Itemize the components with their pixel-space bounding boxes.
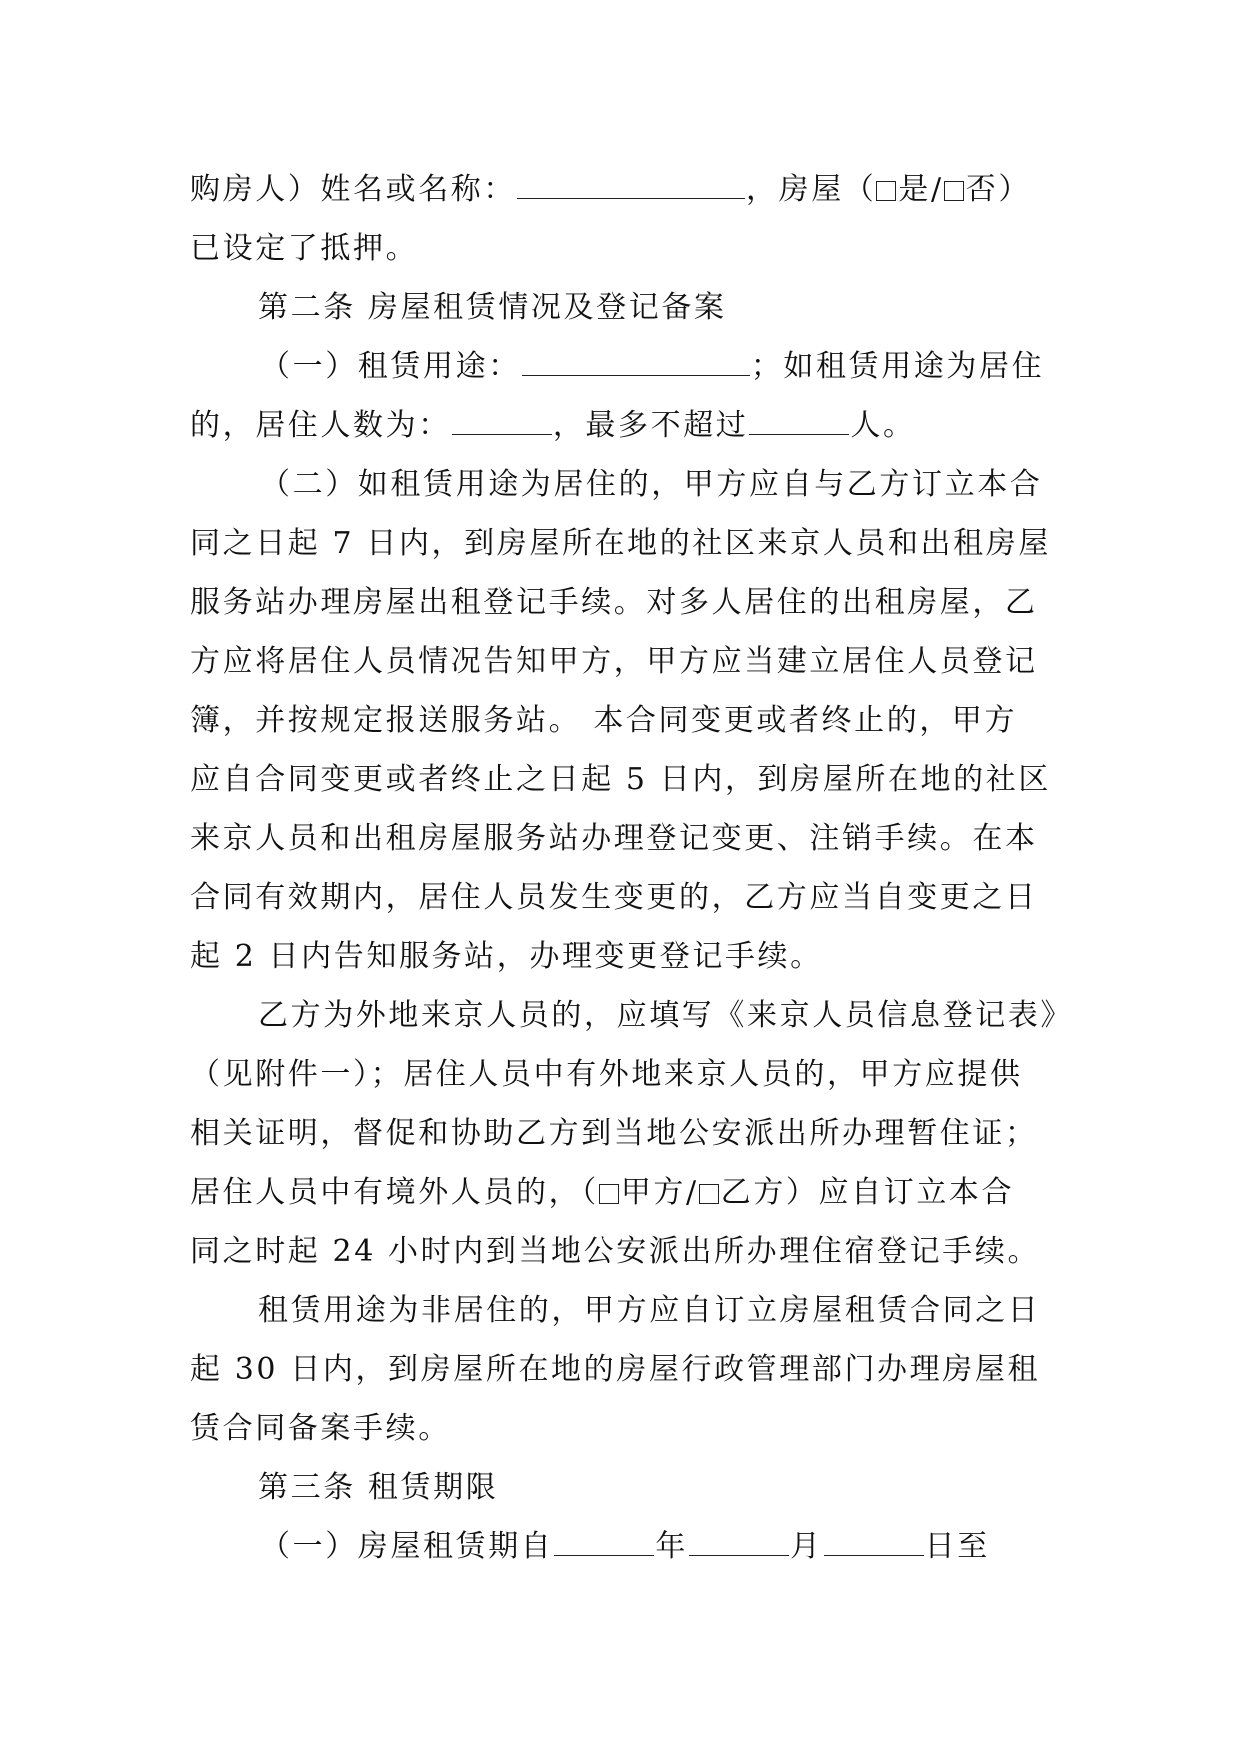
text-line: 相关证明，督促和协助乙方到当地公安派出所办理暂住证；	[190, 1116, 1038, 1151]
text-line: 服务站办理房屋出租登记手续。对多人居住的出租房屋，乙	[190, 585, 1038, 620]
text-line: 来京人员和出租房屋服务站办理登记变更、注销手续。在本	[190, 821, 1038, 856]
blank-field-start-month	[689, 1524, 789, 1557]
text-segment: （一）房屋租赁期自	[260, 1529, 554, 1564]
text-line: 方应将居住人员情况告知甲方，甲方应当建立居住人员登记	[190, 644, 1038, 679]
text-line	[190, 160, 1060, 219]
text-line	[190, 1163, 1060, 1222]
text-segment: 甲方/	[620, 1175, 699, 1210]
text-segment: 购房人）姓名或名称：	[190, 172, 516, 207]
text-line: 同之日起 7 日内，到房屋所在地的社区来京人员和出租房屋	[190, 526, 1051, 561]
text-line: 乙方为外地来京人员的，应填写《来京人员信息登记表》	[258, 998, 1073, 1033]
checkbox-party-a-icon	[599, 1184, 619, 1204]
text-segment: ；如租赁用途为居住	[750, 349, 1045, 384]
blank-field-lease-purpose	[522, 344, 750, 377]
text-line: （见附件一）；居住人员中有外地来京人员的，甲方应提供	[190, 1057, 1023, 1092]
blank-field-max-residents	[749, 403, 849, 436]
text-line: 合同有效期内，居住人员发生变更的，乙方应当自变更之日	[190, 880, 1038, 915]
section-heading: 第二条 房屋租赁情况及登记备案	[258, 290, 727, 325]
text-line: 簿，并按规定报送服务站。 本合同变更或者终止的，甲方	[190, 703, 1018, 738]
checkbox-yes-icon	[876, 181, 896, 201]
text-segment: 居住人员中有境外人员的，（	[190, 1175, 599, 1210]
text-segment: （一）租赁用途：	[260, 349, 521, 384]
section-heading: 第三条 租赁期限	[258, 1470, 499, 1505]
text-segment: 月	[790, 1529, 823, 1564]
text-segment: ，最多不超过	[552, 408, 749, 443]
text-segment: 的，居住人数为：	[190, 408, 451, 443]
text-segment: 人。	[850, 408, 916, 443]
text-line: 应自合同变更或者终止之日起 5 日内，到房屋所在地的社区	[190, 762, 1051, 797]
blank-field-start-day	[824, 1524, 924, 1557]
text-line: 起 2 日内告知服务站，办理变更登记手续。	[190, 939, 823, 974]
text-line: （二）如租赁用途为居住的，甲方应自与乙方订立本合	[260, 467, 1043, 502]
text-line	[190, 1517, 1060, 1576]
text-line: 起 30 日内，到房屋所在地的房屋行政管理部门办理房屋租	[190, 1352, 1041, 1387]
checkbox-party-b-icon	[699, 1184, 719, 1204]
text-line: 同之时起 24 小时内到当地公安派出所办理住宿登记手续。	[190, 1234, 1041, 1269]
text-line	[190, 337, 1060, 396]
text-line	[190, 396, 1060, 455]
blank-field-buyer-name	[517, 167, 745, 200]
document-body	[190, 160, 1073, 1576]
text-segment: 是/	[898, 172, 944, 207]
text-segment: ，房屋（	[746, 172, 877, 207]
text-segment: 否）	[965, 172, 1031, 207]
text-line: 已设定了抵押。	[190, 231, 419, 266]
text-segment: 日至	[924, 1529, 990, 1564]
text-segment: 年	[655, 1529, 689, 1564]
text-line: 赁合同备案手续。	[190, 1411, 451, 1446]
text-line: 租赁用途为非居住的，甲方应自订立房屋租赁合同之日	[258, 1293, 1041, 1328]
blank-field-start-year	[554, 1524, 654, 1557]
checkbox-no-icon	[944, 181, 964, 201]
blank-field-resident-count	[452, 403, 552, 436]
text-segment: 乙方）应自订立本合	[720, 1175, 1015, 1210]
